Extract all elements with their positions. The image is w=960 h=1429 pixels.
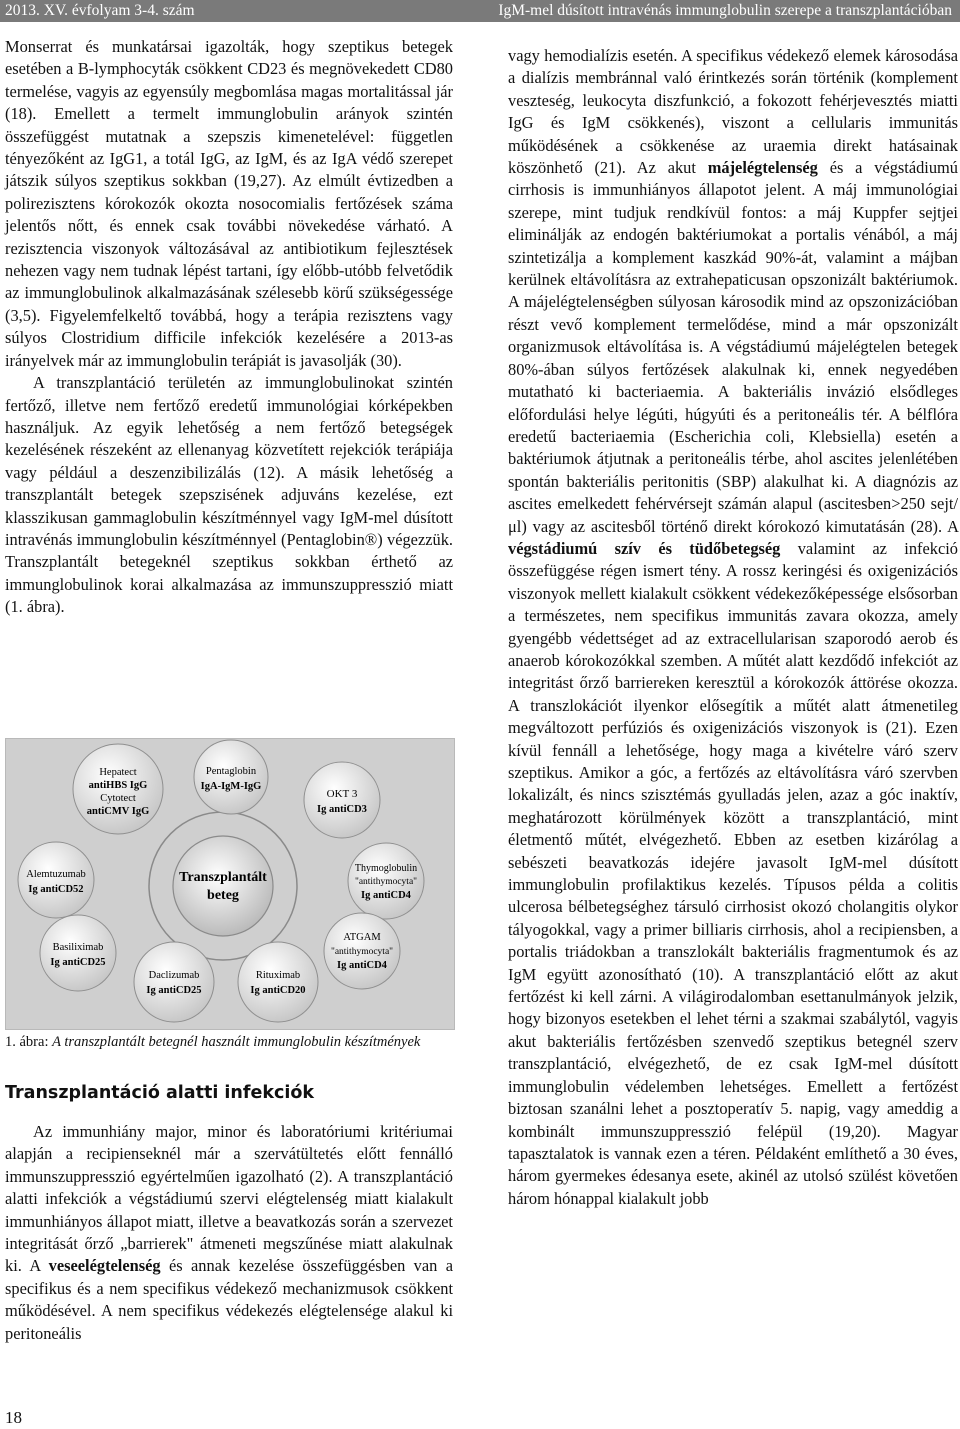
bold-term: májelégtelenség xyxy=(707,158,818,178)
node-label: Ig antiCD4 xyxy=(361,890,411,901)
node-label: Alemtuzumab xyxy=(26,869,86,880)
node-label: Daclizumab xyxy=(148,970,200,981)
paragraph: A transzplantáció területén az immunglobulinokat szintén fertőző, illetve nem fertőző eredetű immunológiai kórképekben használjuk. Az egyik lehetőség a nem fertőző betegségek kezelésének részeként az ellenanyag közvetített rejekciók terápiája vagy például a deszenzibilizálás (12). A másik lehetőség a transzplantált betegek szepszisének adjuváns kezelése, ezt klasszikusan gammaglobulin készítménnyel vagy IgM-mel dúsított intravénás immunglobulin készítménnyel (Pentaglobin®) végezzük. Transzplantált betegeknél szeptikus sokkban érthető az immunglobulinok korai alkalmazása az immunszuppresszió miatt (1. ábra). xyxy=(5,373,453,617)
node-center xyxy=(173,836,273,936)
node-label: Cytotect xyxy=(100,793,136,804)
caption-text: A transzplantált betegnél használt immunglobulin készítmények xyxy=(52,1034,421,1050)
text-run: és annak kezelése összefüggésben van a specifikus és a nem specifikus védekező mechanizmusok csökkent működésével. A nem specifikus védekezés elégtelensége alakul ki peritoneális xyxy=(5,1256,453,1343)
running-header xyxy=(0,0,960,22)
node-atgam xyxy=(324,913,400,989)
node-label: Ig antiCD25 xyxy=(146,985,202,996)
node-label: IgA-IgM-IgG xyxy=(200,781,262,792)
section-heading: Transzplantáció alatti infekciók xyxy=(5,1083,315,1103)
immunoglobulin-diagram xyxy=(6,739,454,1029)
node-label: Rituximab xyxy=(255,970,301,981)
page-number: 18 xyxy=(5,1408,22,1427)
paragraph xyxy=(508,45,958,1210)
text-run: és a végstádiumú cirrhosis is immunhiányos állapotot jelent. A máj immunológiai szerepe, mint tudjuk rendkívül fontos: a máj Kuppfer sejtjei eliminálják az endogén baktériumokat a portalis vénából, a máj szintetizálja a komplement kaszkád 90%-át, valamint a májban kerülnek eltávolításra az extrahepaticusan opszonizált baktériumok. A májelégtelenségben súlyosan károsodik mind az opszonizációban részt vevő komplement termelődése, mind a már opszonizált organizmusok eltávolítása is. A végstádiumú májelégtelen betegek 80%-ában súlyos fertőzések alakulnak ki, ennek negyedében mutatható ki bacteriaemia. A bakteriális invázió elsődleges előfordulási helye légúti, húgyúti és a peritoneális tér. A bélflóra eredetű bacteriaemia (Escherichia coli, Klebsiella) esetén a baktériumok átjutnak a peritoneális térbe, ahol ascites jelenlétében spontán bakteriális peritonitis (SBP) alakulhat ki. A diagnózis az ascites emelkedett fehérvérsejt számán alapul (ascitesben>250 sejt/μl) vagy az ascitesből történő direkt kórokozó kimutatásán (28). A xyxy=(508,158,958,536)
figure-1 xyxy=(5,738,455,1030)
node-label: antiCMV IgG xyxy=(86,806,150,817)
center-label: Transzplantált xyxy=(179,870,267,885)
node-okt3 xyxy=(304,762,380,838)
paragraph: Monserrat és munkatársai igazolták, hogy szeptikus betegek esetében a B-lymphocyták csökkent CD23 és megnövekedett CD80 termelése, vagyis az egyensúly megbomlása magas mortalitással jár (18). Emellett a termelt immunglobulin arányok szintén összefüggést mutatnak a szepszis kimenetelével: független tényezőként az IgG1, a totál IgG, az IgM, és az IgA védő szerepet játszik súlyos szeptikus sokkban (19,27). Az elmúlt évtizedben a polirezisztens kórokozók okozta nosocomialis fertőzések száma jelentős nőtt, és ennek csak további növekedése várható. A rezisztencia viszonyok változásával az antibiotikum fejlesztések nehezen vagy nem tudnak lépést tartani, így előbb-utóbb felvetődik az immunglobulinok alkalmazásának szélesebb körű szükségessége (3,5). Figyelemfelkeltő továbbá, hogy a terápia rezisztens vagy súlyos Clostridium difficile infekciók kezelésére a 2013-as irányelvek már az immunglobulin terápiát is javasolják (30). xyxy=(5,37,453,370)
right-column xyxy=(508,45,958,1210)
node-basiliximab xyxy=(40,915,116,991)
node-daclizumab xyxy=(134,942,214,1022)
text-run: valamint az infekció összefüggése régen ismert tény. A rossz keringési és oxigenizációs viszonyok mellett kialakult csökkent védekezőképessége elsősorban a természetes, nem specifikus immunitás zavara okozza, amely gyengébb védettséget ad az extracellularisan szaporodó aerob és anaerob kórokozókkal szemben. A műtét alatt kezdődő infekciót az integritást őrző barriereken keresztül a kórokozók áttörése okozza. A transzlokációt ilyenkor elősegítik a műtét alatt átmenetileg megváltozott perfúziós és oxigenizációs viszonyok is (21). Ezen kívül fennáll a lehetősége, hogy maga a kivételre váró szerv szeptikus. Amikor a góc, a fertőzés az eltávolításra váró szervben lokalizált, és nincs szisztémás gyulladás jelen, azaz a góc inaktív, meghatározott körülmények között a transzplantáció, mint életmentő műtét, elvégezhető. Ebben az esetben kizárólag a sebészeti beavatkozás idejére javasolt IgM-mel dúsított immunglobulin profilaktikus kezelés. Típusos példa a colitis ulcerosa bélbetegséghez társuló cirrhosist okozó cholangitis olykor tályogokkal, vagy a primer billiaris cirrhosis, ahol a recipiensben, a portalis triádokban a transzlokált bakteriális fragmentumok és az IgM együtt azonosítható (10). A transzplantáció előtt az akut fertőzést ki kell zárni. A világirodalomban esettanulmányok jelzik, hogy bizonyos esetekben el lehet térni a szakmai szabálytól, vagyis akut bakteriális fertőzésben szenvedő szeptikus betegnél szerv transzplantáció, elvégezhető, de ez csak IgM-mel dúsított immunglobulin védelemben lehetséges. Emellett a fertőzést biztosan szanálni lehet a posztoperatív 5. napig, vagy ameddig a kombinált immunszuppresszió felépül (19,20). Magyar tapasztalatok is vannak ezen a téren. Példaként említhető a 30 éves, három gyermekes édesanya esete, akinél az utolsó szülést követően három hónappal kialakult jobb xyxy=(508,538,958,1208)
node-label: "antithymocyta" xyxy=(354,877,418,887)
node-hepatect xyxy=(73,744,163,834)
node-label: Ig antiCD25 xyxy=(50,957,106,968)
node-label: OKT 3 xyxy=(326,788,358,800)
left-column-bottom xyxy=(5,1121,453,1345)
caption-prefix: 1. ábra: xyxy=(5,1034,49,1050)
text-run: vagy hemodialízis esetén. A specifikus védekező elemek károsodása a dialízis membránnal való érintkezés során történik (komplement veszteség, leukocyta diszfunkció, a fokozott fehérjevesztés miatti IgG és IgM csökkenés), viszont a cellularis immunitás működésének a csökkenése az uraemia direkt hatásainak köszönhető (21). Az akut xyxy=(508,46,958,178)
journal-issue: 2013. XV. évfolyam 3-4. szám xyxy=(5,2,195,19)
center-label: beteg xyxy=(207,888,239,903)
node-alemtuzumab xyxy=(18,842,94,918)
node-label: Ig antiCD4 xyxy=(337,960,387,971)
node-label: Basiliximab xyxy=(52,942,104,953)
node-rituximab xyxy=(238,942,318,1022)
bold-term: végstádiumú szív és tüdőbetegség xyxy=(508,538,781,558)
node-label: antiHBS IgG xyxy=(88,780,148,791)
node-label: Ig antiCD52 xyxy=(28,884,84,895)
text-run: Az immunhiány major, minor és laboratóriumi kritériumai alapján a recipienseknél már a szervátültetés előtt fennálló immunszuppresszió egyértelműen igazolható (2). A transzplantáció alatti infekciók a végstádiumú szervi elégtelenség miatt kialakult immunhiányos állapot miatt, illetve a beavatkozás során a szervezet integritását őrző „barrierek" átmeneti megszűnése miatt alakulnak ki. A xyxy=(5,1122,453,1276)
node-label: ATGAM xyxy=(343,932,381,943)
left-column xyxy=(5,36,453,619)
node-label: "antithymocyta" xyxy=(330,947,394,957)
article-title-header: IgM-mel dúsított intravénás immunglobulin szerepe a transzplantációban xyxy=(498,2,952,19)
node-pentaglobin xyxy=(194,740,268,814)
node-label: Ig antiCD3 xyxy=(317,804,367,815)
node-label: Hepatect xyxy=(99,767,137,778)
node-label: Thymoglobulin xyxy=(354,863,418,874)
paragraph xyxy=(5,1121,453,1345)
bold-term: veseelégtelenség xyxy=(48,1256,161,1276)
node-label: Ig antiCD20 xyxy=(250,985,306,996)
figure-caption xyxy=(5,1033,465,1051)
node-label: Pentaglobin xyxy=(205,766,257,777)
node-thymoglobulin xyxy=(348,843,424,919)
